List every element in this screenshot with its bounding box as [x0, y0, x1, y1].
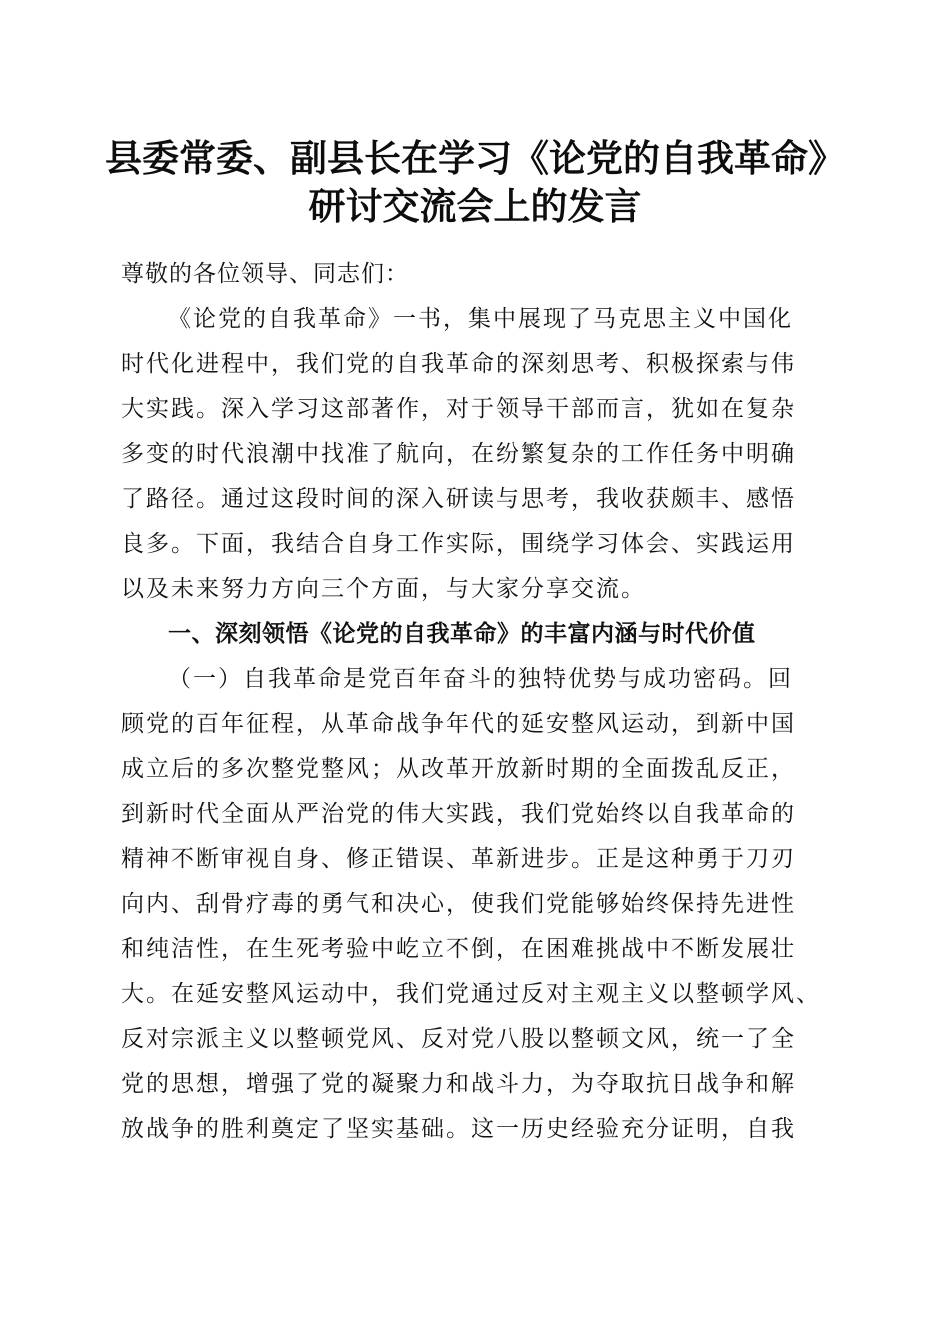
paragraph-1-line-1: 《论党的自我革命》一书，集中展现了马克思主义中国化: [168, 306, 793, 332]
paragraph-2-line-5: 精神不断审视自身、修正错误、革新进步。正是这种勇于刀刃: [121, 846, 796, 872]
paragraph-2-line-1: （一）自我革命是党百年奋斗的独特优势与成功密码。回: [168, 666, 793, 692]
section-heading-1: 一、深刻领悟《论党的自我革命》的丰富内涵与时代价值: [168, 621, 756, 647]
paragraph-2-line-4: 到新时代全面从严治党的伟大实践，我们党始终以自我革命的: [121, 801, 796, 827]
paragraph-2-line-8: 大。在延安整风运动中，我们党通过反对主观主义以整顿学风、: [121, 981, 821, 1007]
paragraph-1-line-5: 了路径。通过这段时间的深入研读与思考，我收获颇丰、感悟: [121, 486, 796, 512]
paragraph-2-line-10: 党的思想，增强了党的凝聚力和战斗力，为夺取抗日战争和解: [121, 1071, 796, 1097]
document-title-line-2: 研讨交流会上的发言: [308, 185, 642, 228]
paragraph-1-line-2: 时代化进程中，我们党的自我革命的深刻思考、积极探索与伟: [121, 351, 796, 377]
document-title-line-1: 县委常委、副县长在学习《论党的自我革命》: [105, 137, 845, 180]
paragraph-2-line-6: 向内、刮骨疗毒的勇气和决心，使我们党能够始终保持先进性: [121, 891, 796, 917]
document-body: [121, 252, 831, 1152]
paragraph-2-line-9: 反对宗派主义以整顿党风、反对党八股以整顿文风，统一了全: [121, 1026, 796, 1052]
greeting-line: 尊敬的各位领导、同志们：: [121, 261, 409, 287]
paragraph-2-line-2: 顾党的百年征程，从革命战争年代的延安整风运动，到新中国: [121, 711, 796, 737]
paragraph-2-line-3: 成立后的多次整党整风；从改革开放新时期的全面拨乱反正，: [121, 756, 796, 782]
paragraph-1-line-4: 多变的时代浪潮中找准了航向，在纷繁复杂的工作任务中明确: [121, 441, 796, 467]
paragraph-2-line-11: 放战争的胜利奠定了坚实基础。这一历史经验充分证明，自我: [121, 1116, 796, 1142]
paragraph-1-line-3: 大实践。深入学习这部著作，对于领导干部而言，犹如在复杂: [121, 396, 796, 422]
paragraph-1-line-7: 以及未来努力方向三个方面，与大家分享交流。: [121, 576, 646, 602]
paragraph-2-line-7: 和纯洁性，在生死考验中屹立不倒，在困难挑战中不断发展壮: [121, 936, 796, 962]
paragraph-1-line-6: 良多。下面，我结合自身工作实际，围绕学习体会、实践运用: [121, 531, 796, 557]
